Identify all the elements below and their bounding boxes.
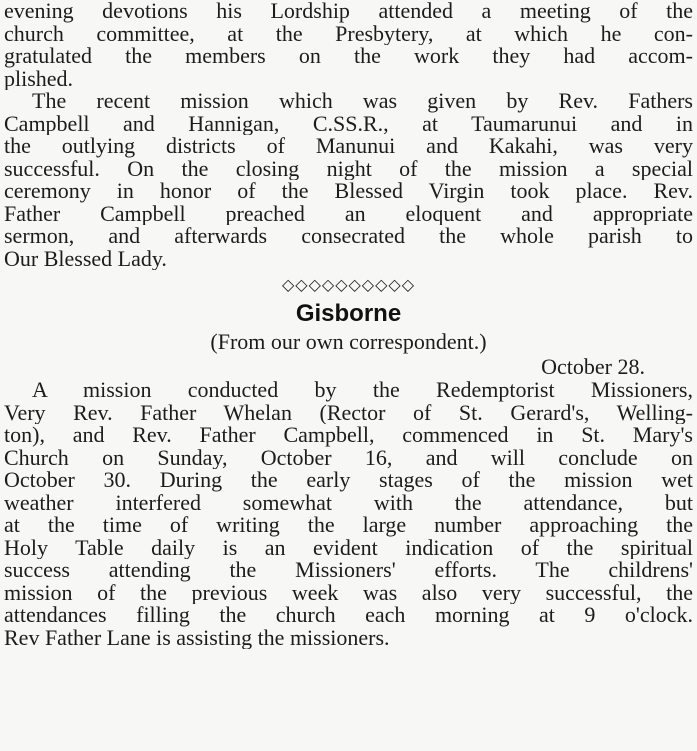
text-line: gratulated the members on the work they had accom-	[4, 45, 693, 68]
text-line: church committee, at the Presbytery, at which he con-	[4, 22, 693, 45]
text-line: mission of the previous week was also very successful, the	[4, 581, 693, 604]
section-heading: Gisborne	[295, 300, 402, 327]
text-line: Father Campbell preached an eloquent and appropriate	[4, 202, 693, 225]
text-line: Campbell and Hannigan, C.SS.R., at Taumarunui and in	[4, 112, 693, 135]
text-line: plished.	[4, 67, 74, 90]
text-line: success attending the Missioners' efforts. The childrens'	[4, 559, 693, 582]
text-line: A mission conducted by the Redemptorist Missioners,	[32, 379, 693, 402]
text-line: Very Rev. Father Whelan (Rector of St. Gerard's, Welling-	[4, 401, 693, 424]
dateline: October 28.	[541, 354, 645, 379]
text-line: ton), and Rev. Father Campbell, commenced in St. Mary's	[4, 424, 693, 447]
text-line: October 30. During the early stages of the mission wet	[4, 469, 693, 492]
text-line: Our Blessed Lady.	[4, 247, 167, 270]
gisborne-paragraph	[4, 379, 693, 649]
text-line: evening devotions his Lordship attended a meeting of the	[4, 0, 693, 23]
text-line: weather interfered somewhat with the attendance, but	[4, 491, 693, 514]
text-line: at the time of writing the large number approaching the	[4, 514, 693, 537]
text-line: the outlying districts of Manunui and Kakahi, was very	[4, 135, 693, 158]
text-line: successful. On the closing night of the mission a special	[4, 157, 693, 180]
text-line: ceremony in honor of the Blessed Virgin took place. Rev.	[4, 180, 693, 203]
byline: (From our own correspondent.)	[210, 329, 487, 354]
text-line: The recent mission which was given by Rev. Fathers	[32, 90, 693, 113]
text-line: sermon, and afterwards consecrated the whole parish to	[4, 225, 693, 248]
text-line: Rev Father Lane is assisting the missioners.	[4, 626, 390, 649]
intro-paragraph	[4, 0, 693, 90]
mission-paragraph	[4, 90, 693, 270]
text-line: Holy Table daily is an evident indication of the spiritual	[4, 536, 693, 559]
text-line: Church on Sunday, October 16, and will conclude on	[4, 446, 693, 469]
text-line: attendances filling the church each morning at 9 o'clock.	[4, 604, 693, 627]
ornamental-divider: ◇◇◇◇◇◇◇◇◇◇	[281, 277, 416, 294]
